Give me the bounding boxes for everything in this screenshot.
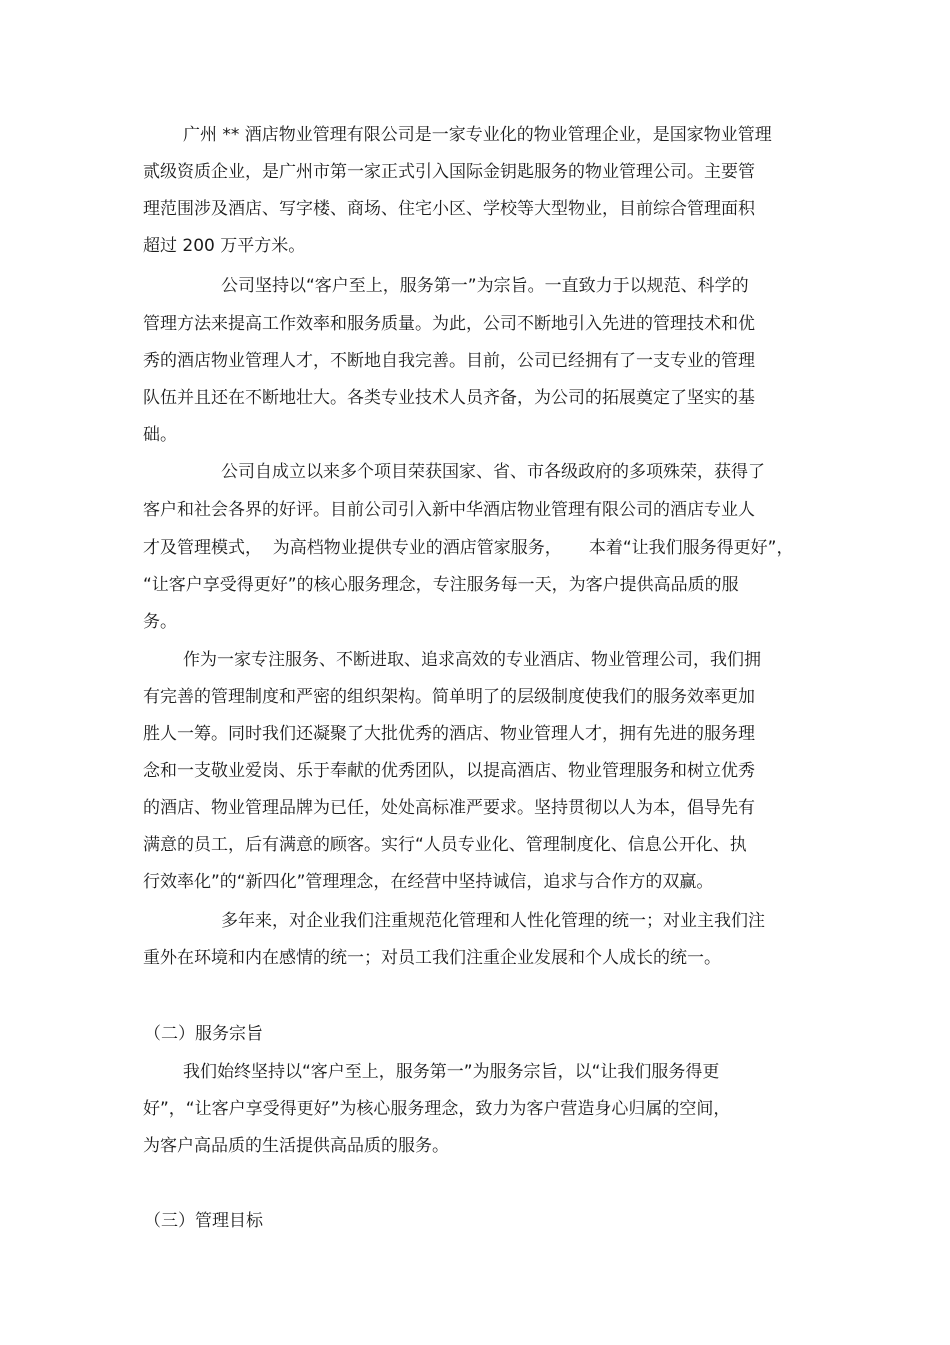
paragraph-line: 的酒店、物业管理品牌为已任，处处高标准严要求。坚持贯彻以人为本，倡导先有 [143,798,755,818]
paragraph-line: 胜人一筹。同时我们还凝聚了大批优秀的酒店、物业管理人才，拥有先进的服务理 [143,724,755,744]
paragraph-line: 础。 [143,425,177,445]
paragraph-line: 行效率化”的“新四化”管理理念，在经营中坚持诚信，追求与合作方的双赢。 [143,872,714,892]
paragraph-line: 好”，“让客户享受得更好”为核心服务理念，致力为客户营造身心归属的空间， [143,1099,731,1119]
paragraph-line: 才及管理模式， 为高档物业提供专业的酒店管家服务， 本着“让我们服务得更好”， [143,538,794,558]
paragraph-line: 有完善的管理制度和严密的组织架构。简单明了的层级制度使我们的服务效率更加 [143,687,755,707]
paragraph-line: 满意的员工，后有满意的顾客。实行“人员专业化、管理制度化、信息公开化、执 [143,835,747,855]
paragraph-line: 贰级资质企业，是广州市第一家正式引入国际金钥匙服务的物业管理公司。主要管 [143,162,755,182]
paragraph-line: 我们始终坚持以“客户至上，服务第一”为服务宗旨，以“让我们服务得更 [183,1062,720,1082]
paragraph-line: 作为一家专注服务、不断进取、追求高效的专业酒店、物业管理公司，我们拥 [183,650,761,670]
paragraph-line: 队伍并且还在不断地壮大。各类专业技术人员齐备，为公司的拓展奠定了坚实的基 [143,388,755,408]
paragraph-line: 重外在环境和内在感情的统一；对员工我们注重企业发展和个人成长的统一。 [143,948,721,968]
paragraph-line: 秀的酒店物业管理人才，不断地自我完善。目前，公司已经拥有了一支专业的管理 [143,351,755,371]
paragraph-line: 公司自成立以来多个项目荣获国家、省、市各级政府的多项殊荣，获得了 [221,462,765,482]
paragraph-line: 理范围涉及酒店、写字楼、商场、住宅小区、学校等大型物业，目前综合管理面积 [143,199,755,219]
section-heading: （三）管理目标 [144,1211,263,1231]
paragraph-line: 念和一支敬业爱岗、乐于奉献的优秀团队，以提高酒店、物业管理服务和树立优秀 [143,761,755,781]
paragraph-line: 为客户高品质的生活提供高品质的服务。 [143,1136,449,1156]
paragraph-line: 客户和社会各界的好评。目前公司引入新中华酒店物业管理有限公司的酒店专业人 [143,500,755,520]
paragraph-line: 公司坚持以“客户至上，服务第一”为宗旨。一直致力于以规范、科学的 [221,276,749,296]
paragraph-line: “让客户享受得更好”的核心服务理念，专注服务每一天，为客户提供高品质的服 [143,575,739,595]
paragraph-line: 管理方法来提高工作效率和服务质量。为此，公司不断地引入先进的管理技术和优 [143,314,755,334]
paragraph-line: 超过 200 万平方米。 [143,236,306,256]
section-heading: （二）服务宗旨 [144,1024,263,1044]
paragraph-line: 务。 [143,612,177,632]
paragraph-line: 广州 ** 酒店物业管理有限公司是一家专业化的物业管理企业，是国家物业管理 [183,125,772,145]
paragraph-line: 多年来，对企业我们注重规范化管理和人性化管理的统一；对业主我们注 [221,911,765,931]
